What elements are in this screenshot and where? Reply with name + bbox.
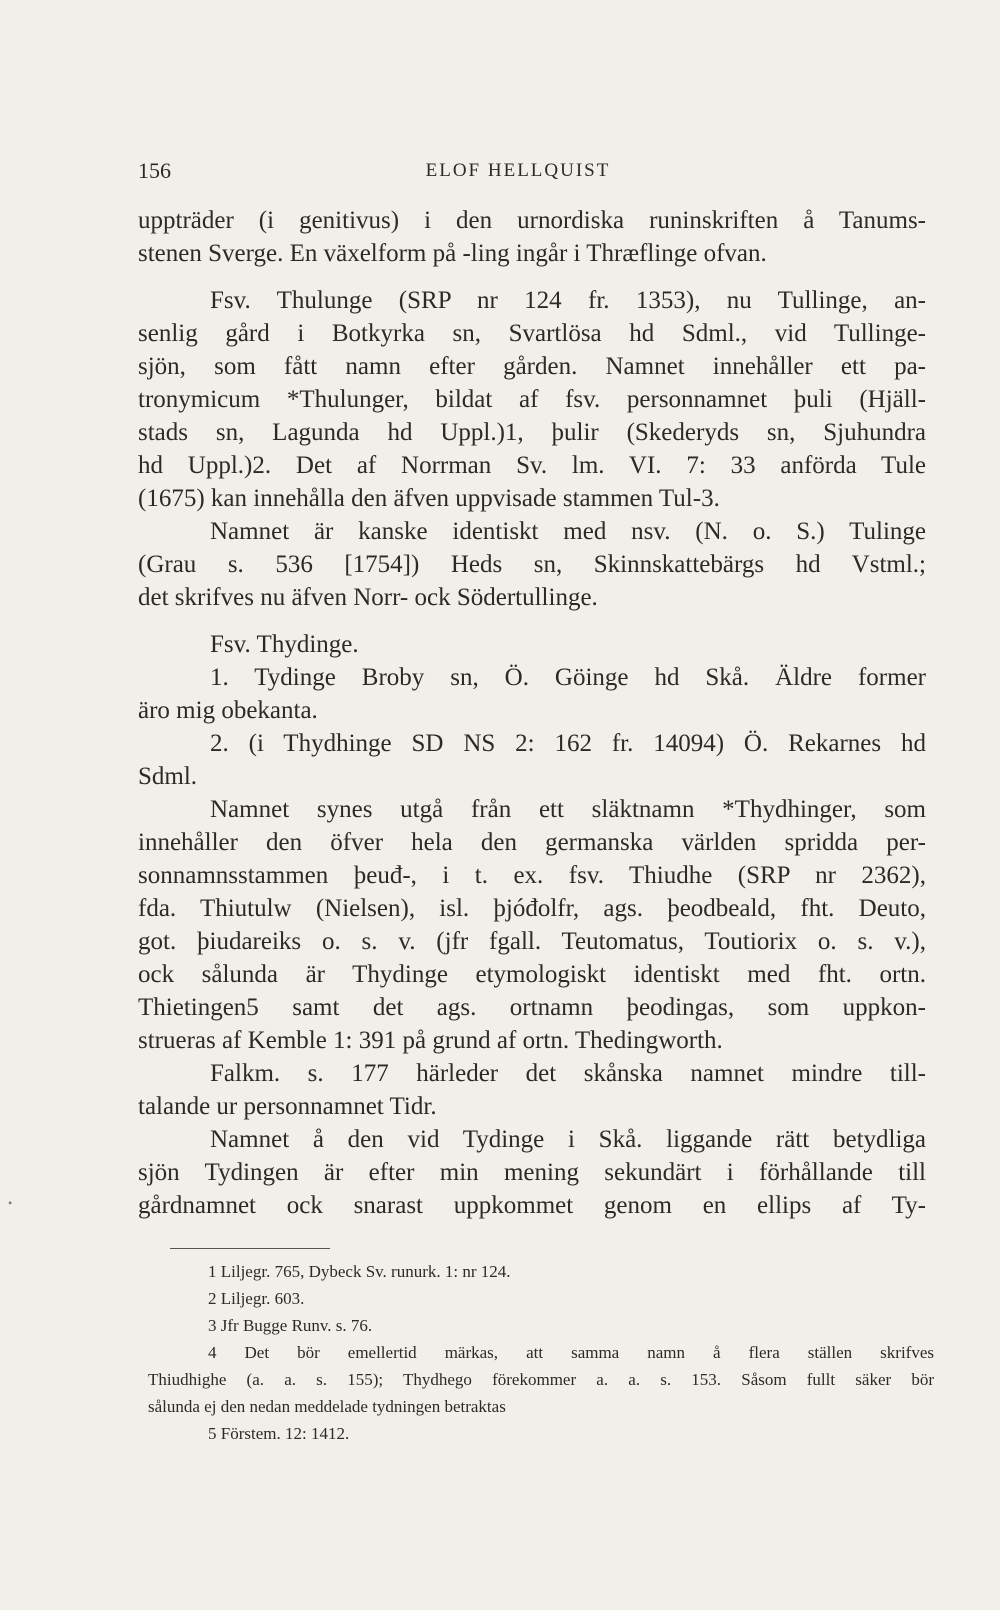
text-line: Namnet synes utgå från ett släktnamn *Thydhinger, som [210,796,926,823]
text-line: Thietingen5 samt det ags. ortnamn þeodingas, som uppkon- [138,994,926,1021]
text-line: sjön, som fått namn efter gården. Namnet innehåller ett pa- [138,353,926,380]
footnotes [148,1258,934,1447]
footnote: 4 Det bör emellertid märkas, att samma namn å flera ställen skrifves [208,1343,934,1362]
text-line: Namnet är kanske identiskt med nsv. (N. o. S.) Tulinge [210,518,926,545]
text-line: gårdnamnet ock snarast uppkommet genom en ellips af Ty- [138,1192,926,1219]
footnote: 5 Förstem. 12: 1412. [208,1424,350,1443]
text-line: hd Uppl.)2. Det af Norrman Sv. lm. VI. 7: 33 anförda Tule [138,452,926,479]
footnote-separator [170,1248,330,1249]
text-line: Namnet å den vid Tydinge i Skå. liggande rätt betydliga [210,1126,926,1153]
footnote: 2 Liljegr. 603. [208,1289,305,1308]
text-line: strueras af Kemble 1: 391 på grund af ortn. Thedingworth. [138,1027,723,1054]
text-line: ock sålunda är Thydinge etymologiskt identiskt med fht. ortn. [138,961,926,988]
text-line: stads sn, Lagunda hd Uppl.)1, þulir (Skederyds sn, Sjuhundra [138,419,926,446]
page-header [138,158,898,188]
text-line: (Grau s. 536 [1754]) Heds sn, Skinnskattebärgs hd Vstml.; [138,551,926,578]
text-line: Sdml. [138,763,198,790]
text-line: (1675) kan innehålla den äfven uppvisade stammen Tul-3. [138,485,720,512]
text-line: sonnamnsstammen þeuđ-, i t. ex. fsv. Thiudhe (SRP nr 2362), [138,862,926,889]
text-line: Falkm. s. 177 härleder det skånska namnet mindre till- [210,1060,926,1087]
text-line: Fsv. Thulunge (SRP nr 124 fr. 1353), nu Tullinge, an- [210,287,926,314]
text-line: det skrifves nu äfven Norr- ock Södertullinge. [138,584,598,611]
text-line: talande ur personnamnet Tidr. [138,1093,437,1120]
footnote: Thiudhighe (a. a. s. 155); Thydhego förekommer a. a. s. 153. Såsom fullt säker bör [148,1370,934,1389]
text-line: stenen Sverge. En växelform på -ling ingår i Thræflinge ofvan. [138,240,767,267]
page-number: 156 [138,158,171,183]
margin-mark: • [8,1196,13,1210]
text-line: 2. (i Thydhinge SD NS 2: 162 fr. 14094) Ö. Rekarnes hd [210,730,926,757]
text-line: tronymicum *Thulunger, bildat af fsv. personnamnet þuli (Hjäll- [138,386,926,413]
text-line: innehåller den öfver hela den germanska världen spridda per- [138,829,926,856]
text-line: 1. Tydinge Broby sn, Ö. Göinge hd Skå. Äldre former [210,664,926,691]
footnote: sålunda ej den nedan meddelade tydningen betraktas [148,1397,506,1416]
main-text [138,204,926,1222]
running-head: ELOF HELLQUIST [425,160,611,181]
text-line: fda. Thiutulw (Nielsen), isl. þjóđolfr, ags. þeodbeald, fht. Deuto, [138,895,926,922]
text-line: uppträder (i genitivus) i den urnordiska runinskriften å Tanums- [138,207,926,234]
section-heading: Fsv. Thydinge. [210,631,359,658]
text-line: äro mig obekanta. [138,697,318,724]
footnote: 3 Jfr Bugge Runv. s. 76. [208,1316,373,1335]
text-line: got. þiudareiks o. s. v. (jfr fgall. Teutomatus, Toutiorix o. s. v.), [138,928,926,955]
text-line: senlig gård i Botkyrka sn, Svartlösa hd Sdml., vid Tullinge- [138,320,926,347]
text-line: sjön Tydingen är efter min mening sekundärt i förhållande till [138,1159,926,1186]
footnote: 1 Liljegr. 765, Dybeck Sv. runurk. 1: nr 124. [208,1262,511,1281]
